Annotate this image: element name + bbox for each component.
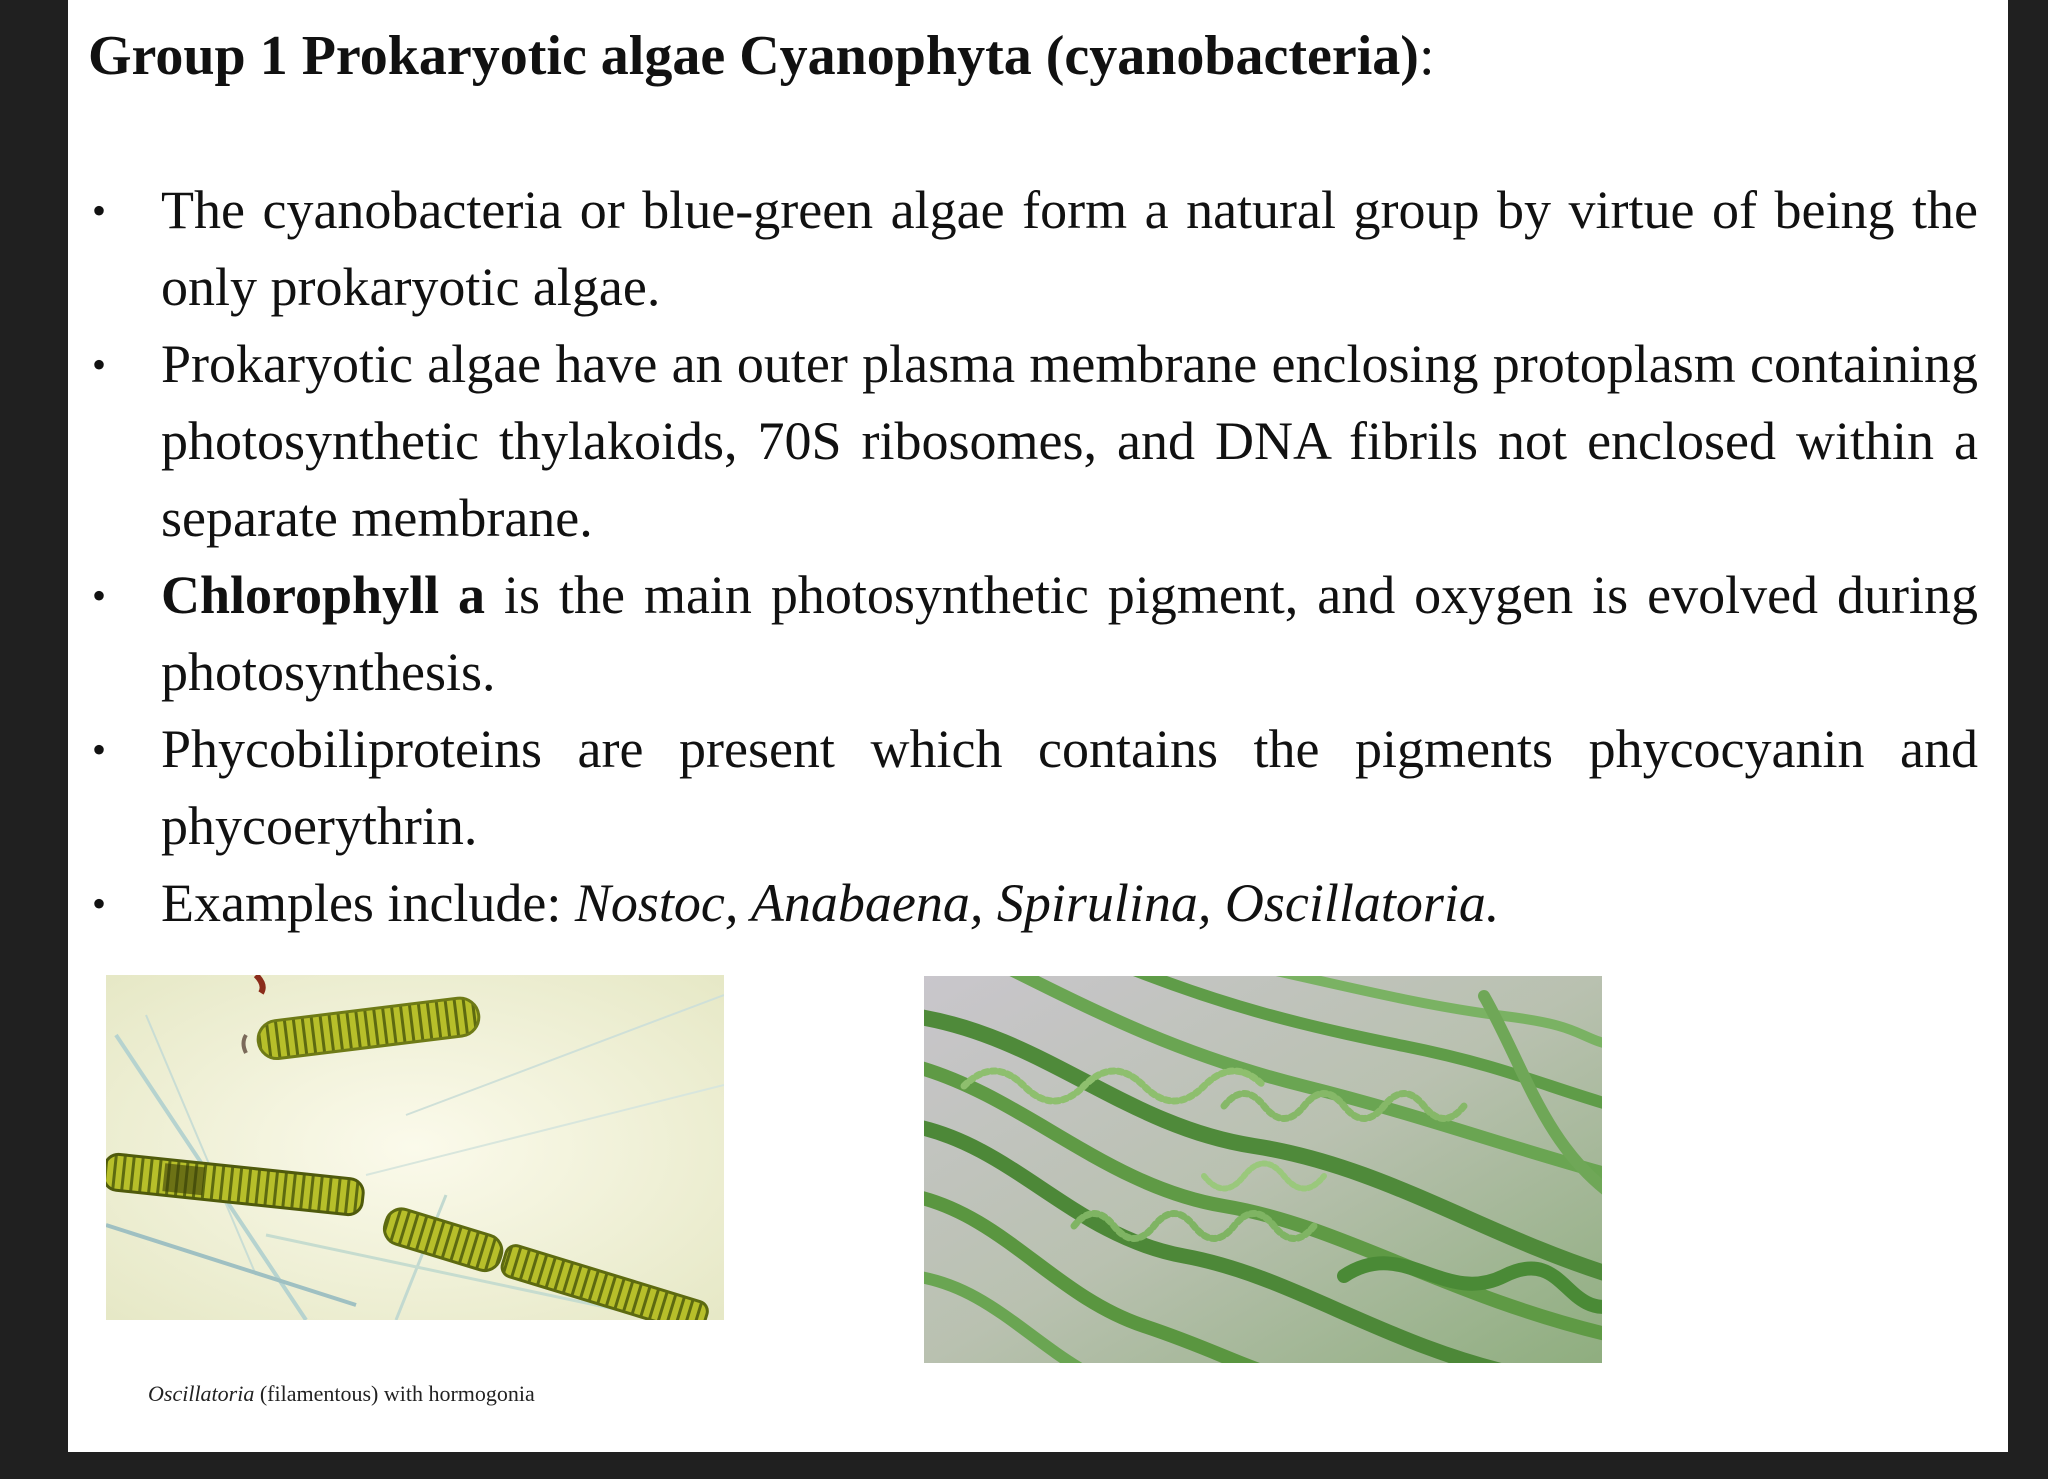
bullet-text: Phycobiliproteins are present which contains the pigments phycocyanin and phycoerythrin. bbox=[161, 719, 1978, 856]
bullet-bold-term: Chlorophyll a bbox=[161, 565, 486, 625]
bullet-text: Prokaryotic algae have an outer plasma membrane enclosing protoplasm containing photosynthetic thylakoids, 70S ribosomes, and DNA fibrils not enclosed within a separate membrane. bbox=[161, 334, 1978, 548]
bullet-item bbox=[88, 326, 1978, 557]
bullet-item bbox=[88, 557, 1978, 711]
bullet-icon: • bbox=[92, 727, 107, 772]
slide-title bbox=[88, 24, 1435, 88]
cyanobacteria-filaments-photo bbox=[924, 976, 1602, 1363]
bullet-text: is the main photosynthetic pigment, and oxygen is evolved during photosynthesis. bbox=[161, 565, 1978, 702]
bullet-icon: • bbox=[92, 342, 107, 387]
bullet-item bbox=[88, 172, 1978, 326]
slide-title-text: Group 1 Prokaryotic algae Cyanophyta (cyanobacteria) bbox=[88, 25, 1419, 87]
slide bbox=[68, 0, 2008, 1452]
bullet-text: Examples include: bbox=[161, 873, 575, 933]
bullet-item bbox=[88, 711, 1978, 865]
photo-caption bbox=[148, 1381, 535, 1407]
bullet-icon: • bbox=[92, 881, 107, 926]
bullet-icon: • bbox=[92, 188, 107, 233]
oscillatoria-photo bbox=[106, 975, 724, 1320]
bullet-item bbox=[88, 865, 1978, 942]
bullet-examples: Nostoc, Anabaena, Spirulina, Oscillatoria. bbox=[574, 873, 1500, 933]
filaments-illustration bbox=[924, 976, 1602, 1363]
bullet-icon: • bbox=[92, 573, 107, 618]
slide-title-colon: : bbox=[1418, 25, 1435, 87]
caption-text: (filamentous) with hormogonia bbox=[254, 1381, 535, 1406]
caption-species: Oscillatoria bbox=[148, 1381, 255, 1406]
oscillatoria-illustration bbox=[106, 975, 724, 1320]
bullet-list bbox=[88, 172, 1978, 942]
bullet-text: The cyanobacteria or blue-green algae form a natural group by virtue of being the only prokaryotic algae. bbox=[161, 180, 1978, 317]
